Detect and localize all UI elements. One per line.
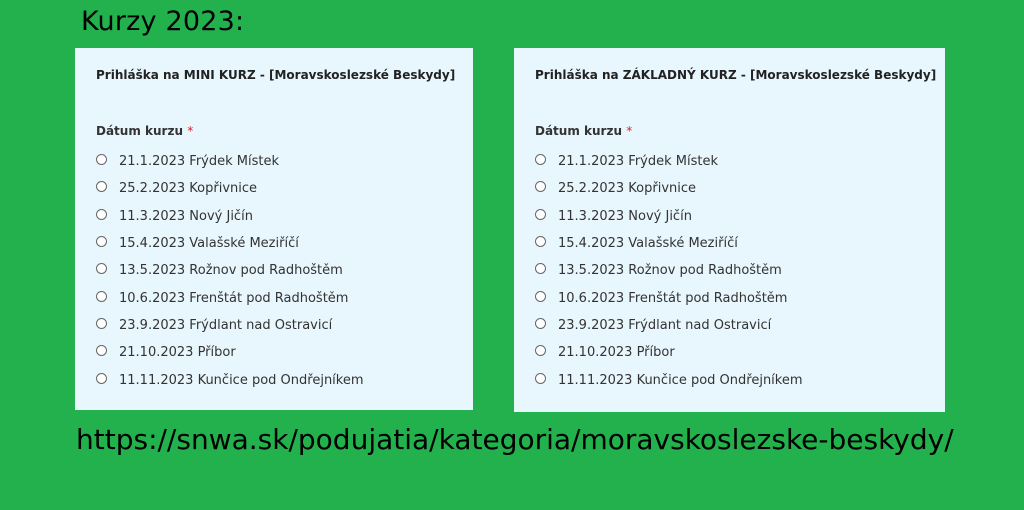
page-heading: Kurzy 2023:	[81, 6, 245, 37]
radio-button[interactable]	[535, 181, 546, 192]
date-option[interactable]	[96, 312, 364, 339]
date-option[interactable]	[535, 203, 803, 230]
radio-button[interactable]	[96, 263, 107, 274]
radio-button[interactable]	[96, 373, 107, 384]
date-field-label-text: Dátum kurzu	[535, 124, 622, 138]
date-option[interactable]	[535, 230, 803, 257]
event-url: https://snwa.sk/podujatia/kategoria/moravskoslezske-beskydy/	[76, 423, 954, 456]
date-option-label: 15.4.2023 Valašské Meziříčí	[119, 236, 299, 252]
radio-button[interactable]	[535, 345, 546, 356]
form-title: Prihláška na ZÁKLADNÝ KURZ - [Moravskoslezské Beskydy]	[535, 68, 937, 82]
date-option[interactable]	[96, 257, 364, 284]
date-option-label: 21.10.2023 Příbor	[558, 345, 675, 361]
date-option[interactable]	[96, 339, 364, 366]
radio-button[interactable]	[535, 263, 546, 274]
date-field-label-text: Dátum kurzu	[96, 124, 183, 138]
form-title: Prihláška na MINI KURZ - [Moravskoslezské Beskydy]	[96, 68, 456, 82]
date-option-label: 23.9.2023 Frýdlant nad Ostravicí	[119, 317, 333, 333]
radio-button[interactable]	[535, 291, 546, 302]
date-option[interactable]	[96, 148, 364, 175]
date-option-label: 11.11.2023 Kunčice pod Ondřejníkem	[119, 372, 364, 388]
date-option-label: 21.1.2023 Frýdek Místek	[119, 154, 279, 170]
date-option-label: 15.4.2023 Valašské Meziříčí	[558, 236, 738, 252]
date-option-label: 21.10.2023 Příbor	[119, 345, 236, 361]
radio-button[interactable]	[96, 236, 107, 247]
radio-button[interactable]	[535, 209, 546, 220]
date-option[interactable]	[535, 148, 803, 175]
date-option-label: 10.6.2023 Frenštát pod Radhoštěm	[558, 290, 788, 306]
date-field-label	[96, 124, 193, 138]
date-options	[535, 148, 803, 394]
date-option-label: 23.9.2023 Frýdlant nad Ostravicí	[558, 317, 772, 333]
date-options	[96, 148, 364, 394]
date-option[interactable]	[535, 366, 803, 393]
date-option-label: 25.2.2023 Kopřivnice	[119, 181, 258, 197]
radio-button[interactable]	[96, 291, 107, 302]
date-option[interactable]	[96, 230, 364, 257]
radio-button[interactable]	[535, 373, 546, 384]
date-option-label: 13.5.2023 Rožnov pod Radhoštěm	[558, 263, 782, 279]
radio-button[interactable]	[535, 154, 546, 165]
date-option-label: 21.1.2023 Frýdek Místek	[558, 154, 718, 170]
date-option[interactable]	[535, 339, 803, 366]
date-option[interactable]	[535, 257, 803, 284]
date-option[interactable]	[96, 284, 364, 311]
date-option[interactable]	[535, 175, 803, 202]
mini-kurz-form	[75, 48, 473, 410]
date-option[interactable]	[96, 203, 364, 230]
radio-button[interactable]	[96, 318, 107, 329]
date-option-label: 11.3.2023 Nový Jičín	[119, 208, 253, 224]
zakladny-kurz-form	[514, 48, 945, 412]
date-option[interactable]	[96, 366, 364, 393]
required-mark: *	[187, 124, 194, 138]
date-option[interactable]	[535, 284, 803, 311]
radio-button[interactable]	[96, 345, 107, 356]
date-option[interactable]	[535, 312, 803, 339]
radio-button[interactable]	[535, 318, 546, 329]
radio-button[interactable]	[535, 236, 546, 247]
date-option-label: 10.6.2023 Frenštát pod Radhoštěm	[119, 290, 349, 306]
required-mark: *	[626, 124, 633, 138]
radio-button[interactable]	[96, 181, 107, 192]
radio-button[interactable]	[96, 209, 107, 220]
date-field-label	[535, 124, 632, 138]
radio-button[interactable]	[96, 154, 107, 165]
date-option-label: 25.2.2023 Kopřivnice	[558, 181, 697, 197]
date-option-label: 13.5.2023 Rožnov pod Radhoštěm	[119, 263, 343, 279]
date-option-label: 11.11.2023 Kunčice pod Ondřejníkem	[558, 372, 803, 388]
date-option-label: 11.3.2023 Nový Jičín	[558, 208, 692, 224]
date-option[interactable]	[96, 175, 364, 202]
